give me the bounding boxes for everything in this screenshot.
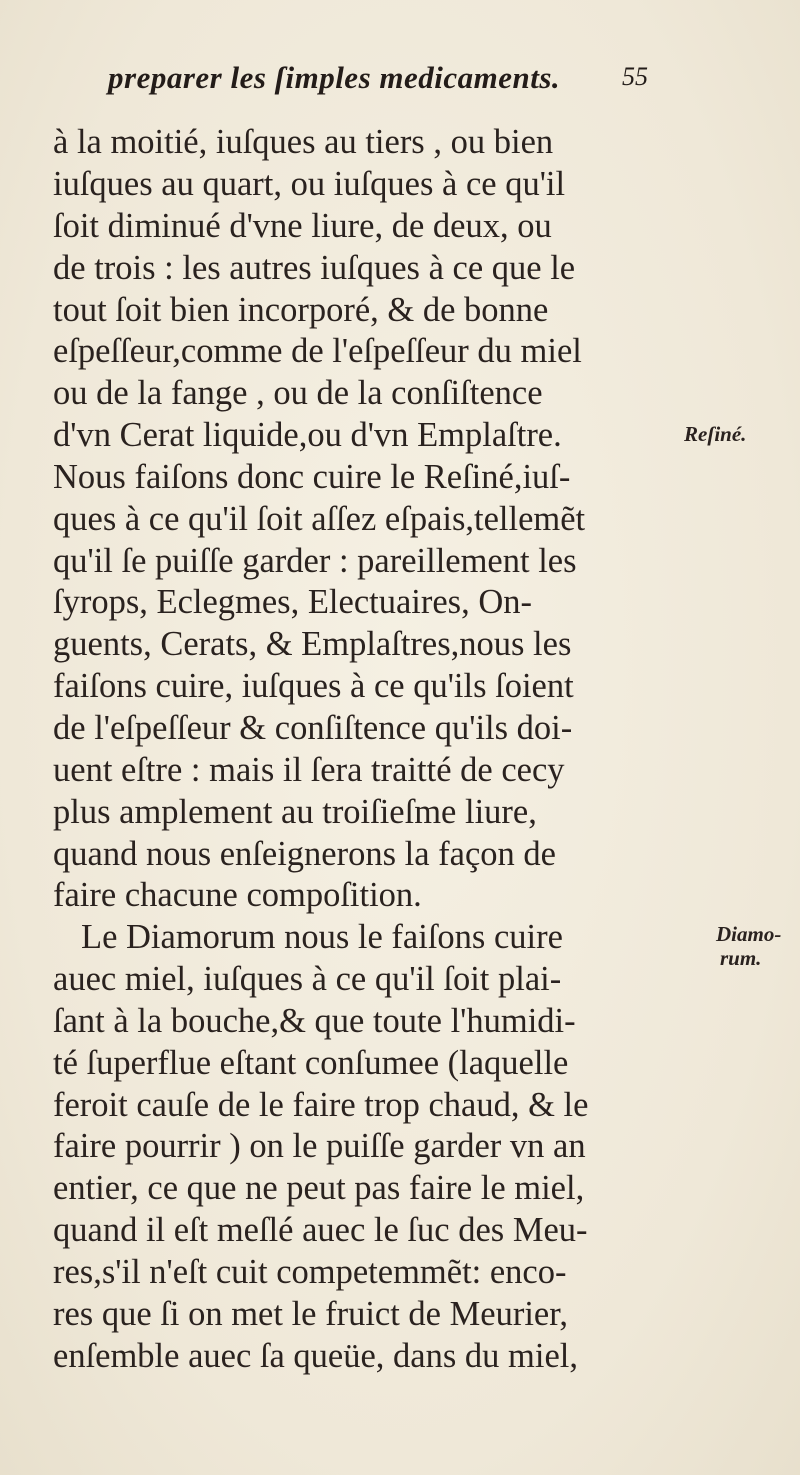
text-line: quand il eſt meſlé auec le ſuc des Meu-: [53, 1211, 588, 1249]
text-line: qu'il ſe puiſſe garder : pareillement les: [53, 542, 577, 580]
margin-note-diamorum: Diamo-: [716, 922, 782, 946]
page-number: 55: [622, 62, 648, 91]
text-line: ſyrops, Eclegmes, Electuaires, On-: [53, 583, 533, 621]
text-line: té ſuperflue eſtant conſumee (laquelle: [53, 1044, 569, 1082]
text-line: de trois : les autres iuſques à ce que le: [53, 249, 576, 287]
text-line: tout ſoit bien incorporé, & de bonne: [53, 291, 549, 329]
text-line: ſant à la bouche,& que toute l'humidi-: [53, 1002, 576, 1040]
text-line: res que ſi on met le fruict de Meurier,: [53, 1295, 568, 1333]
text-line: feroit cauſe de le faire trop chaud, & le: [53, 1086, 589, 1124]
text-line: eſpeſſeur,comme de l'eſpeſſeur du miel: [53, 332, 582, 370]
text-line: guents, Cerats, & Emplaſtres,nous les: [53, 625, 572, 663]
text-line: faire pourrir ) on le puiſſe garder vn an: [53, 1127, 586, 1165]
text-line: Le Diamorum nous le faiſons cuire: [81, 918, 563, 956]
text-line: ſoit diminué d'vne liure, de deux, ou: [53, 207, 552, 245]
text-line: enſemble auec ſa queüe, dans du miel,: [53, 1337, 578, 1375]
text-line: iuſques au quart, ou iuſques à ce qu'il: [53, 165, 566, 203]
text-line: de l'eſpeſſeur & conſiſtence qu'ils doi-: [53, 709, 573, 747]
text-line: quand nous enſeignerons la façon de: [53, 835, 556, 873]
text-line: res,s'il n'eſt cuit competemmẽt: enco-: [53, 1253, 567, 1291]
text-line: faiſons cuire, iuſques à ce qu'ils ſoient: [53, 667, 574, 705]
text-line: entier, ce que ne peut pas faire le miel,: [53, 1169, 585, 1207]
margin-note-resine: Reſiné.: [684, 422, 747, 446]
text-line: d'vn Cerat liquide,ou d'vn Emplaſtre.: [53, 416, 562, 454]
text-line: Nous faiſons donc cuire le Reſiné,iuſ-: [53, 458, 571, 496]
running-head: preparer les ſimples medicaments.: [108, 60, 561, 95]
text-line: à la moitié, iuſques au tiers , ou bien: [53, 123, 554, 161]
text-line: auec miel, iuſques à ce qu'il ſoit plai-: [53, 960, 562, 998]
text-line: uent eſtre : mais il ſera traitté de cecy: [53, 751, 565, 789]
text-line: plus amplement au troiſieſme liure,: [53, 793, 537, 831]
text-line: ques à ce qu'il ſoit aſſez eſpais,tellemẽt: [53, 500, 586, 538]
text-line: ou de la fange , ou de la conſiſtence: [53, 374, 543, 412]
page-header: [88, 60, 648, 110]
text-line: faire chacune compoſition.: [53, 876, 422, 914]
margin-note-diamorum-cont: rum.: [720, 946, 762, 970]
